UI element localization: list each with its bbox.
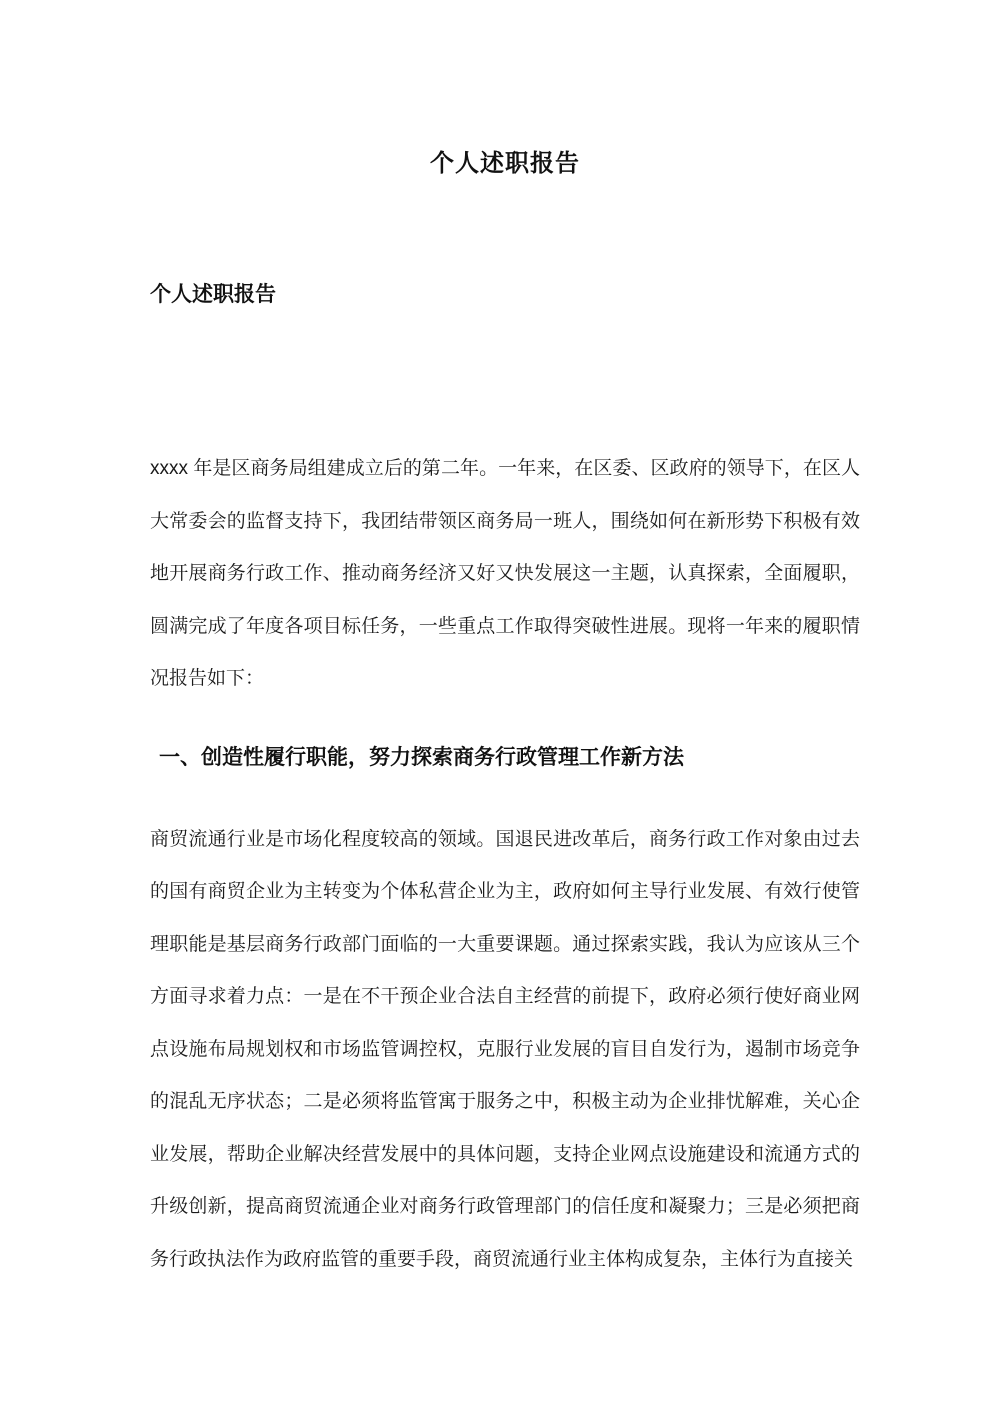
- section-1-heading: 一、创造性履行职能，努力探索商务行政管理工作新方法: [159, 745, 684, 769]
- document-page: [150, 0, 860, 1286]
- document-subtitle-heading: 个人述职报告: [150, 283, 276, 306]
- section-1-paragraph: 商贸流通行业是市场化程度较高的领域。国退民进改革后，商务行政工作对象由过去的国有商贸企业为主转变为个体私营企业为主，政府如何主导行业发展、有效行使管理职能是基层商务行政部门面临的一大重要课题。通过探索实践，我认为应该从三个方面寻求着力点：一是在不干预企业合法自主经营的前提下，政府必须行使好商业网点设施布局规划权和市场监管调控权，克服行业发展的盲目自发行为，遏制市场竞争的混乱无序状态；二是必须将监管寓于服务之中，积极主动为企业排忧解难，关心企业发展，帮助企业解决经营发展中的具体问题，支持企业网点设施建设和流通方式的升级创新，提高商贸流通企业对商务行政管理部门的信任度和凝聚力；三是必须把商务行政执法作为政府监管的重要手段，商贸流通行业主体构成复杂，主体行为直接关: [150, 828, 860, 1270]
- intro-paragraph: xxxx 年是区商务局组建成立后的第二年。一年来，在区委、区政府的领导下，在区人大常委会的监督支持下，我团结带领区商务局一班人，围绕如何在新形势下积极有效地开展商务行政工作、推动商务经济又好又快发展这一主题，认真探索，全面履职，圆满完成了年度各项目标任务，一些重点工作取得突破性进展。现将一年来的履职情况报告如下：: [150, 458, 860, 689]
- document-title: 个人述职报告: [430, 150, 580, 177]
